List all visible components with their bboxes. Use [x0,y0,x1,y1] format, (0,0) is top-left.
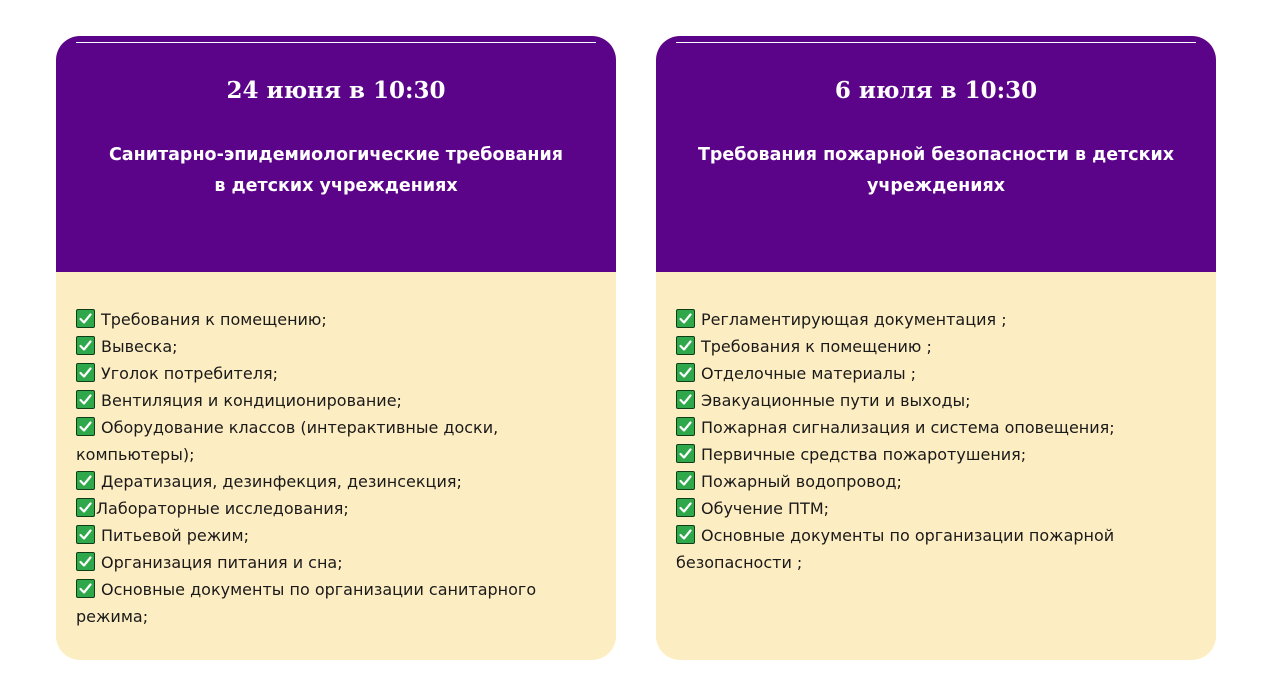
check-mark-icon [76,579,95,598]
check-mark-icon [676,336,695,355]
card-header [56,36,616,272]
list-item-text: Основные документы по организации санитарного режима; [76,580,537,626]
list-item [76,549,576,576]
list-item [76,522,576,549]
list-item-text: Регламентирующая документация ; [701,310,1007,329]
check-mark-icon [76,552,95,571]
list-item [76,387,576,414]
list-item [76,495,576,522]
list-item-text: Эвакуационные пути и выходы; [701,391,971,410]
check-mark-icon [676,390,695,409]
list-item [76,306,576,333]
list-item-text: Вывеска; [101,337,178,356]
check-mark-icon [676,471,695,490]
list-item [676,387,1176,414]
list-item [676,468,1176,495]
list-item [676,441,1176,468]
event-topic [96,140,576,202]
check-mark-icon [76,471,95,490]
list-item [676,333,1176,360]
check-mark-icon [76,336,95,355]
list-item [76,576,576,630]
check-mark-icon [676,417,695,436]
event-date: 6 июля в 10:30 [834,77,1038,104]
check-mark-icon [676,444,695,463]
event-date: 24 июня в 10:30 [226,77,446,104]
check-mark-icon [76,363,95,382]
list-item-text: Вентиляция и кондиционирование; [101,391,402,410]
check-mark-icon [676,498,695,517]
list-item [676,306,1176,333]
event-card-sanitary [56,36,616,660]
list-item [676,522,1176,576]
list-item [76,468,576,495]
check-mark-icon [76,498,95,517]
check-mark-icon [676,309,695,328]
list-item-text: Дератизация, дезинфекция, дезинсекция; [101,472,462,491]
list-item-text: Пожарная сигнализация и система оповещения; [701,418,1115,437]
list-item-text: Уголок потребителя; [101,364,278,383]
header-divider [676,42,1196,43]
list-item [676,495,1176,522]
list-item [676,414,1176,441]
list-item-text: Требования к помещению ; [701,337,932,356]
list-item [76,414,576,468]
card-header [656,36,1216,272]
topics-list [76,306,576,630]
event-topic [696,140,1176,202]
list-item [76,333,576,360]
list-item-text: Питьевой режим; [101,526,249,545]
list-item [76,360,576,387]
list-item [676,360,1176,387]
list-item-text: Основные документы по организации пожарной безопасности ; [676,526,1115,572]
list-item-text: Обучение ПТМ; [701,499,830,518]
list-item-text: Лабораторные исследования; [96,499,349,518]
event-topic-line-1: Требования пожарной безопасности в детских [697,145,1175,165]
check-mark-icon [676,525,695,544]
check-mark-icon [76,417,95,436]
check-mark-icon [676,363,695,382]
check-mark-icon [76,390,95,409]
list-item-text: Оборудование классов (интерактивные доски, компьютеры); [76,418,499,464]
header-divider [76,42,596,43]
event-topic-line-2: в детских учреждениях [214,176,458,196]
list-item-text: Требования к помещению; [101,310,327,329]
list-item-text: Первичные средства пожаротушения; [701,445,1027,464]
list-item-text: Отделочные материалы ; [701,364,917,383]
event-topic-line-2: учреждениях [866,176,1006,196]
event-card-fire-safety [656,36,1216,660]
list-item-text: Пожарный водопровод; [701,472,902,491]
check-mark-icon [76,525,95,544]
check-mark-icon [76,309,95,328]
topics-list [676,306,1176,576]
list-item-text: Организация питания и сна; [101,553,343,572]
event-topic-line-1: Санитарно-эпидемиологические требования [108,145,564,165]
